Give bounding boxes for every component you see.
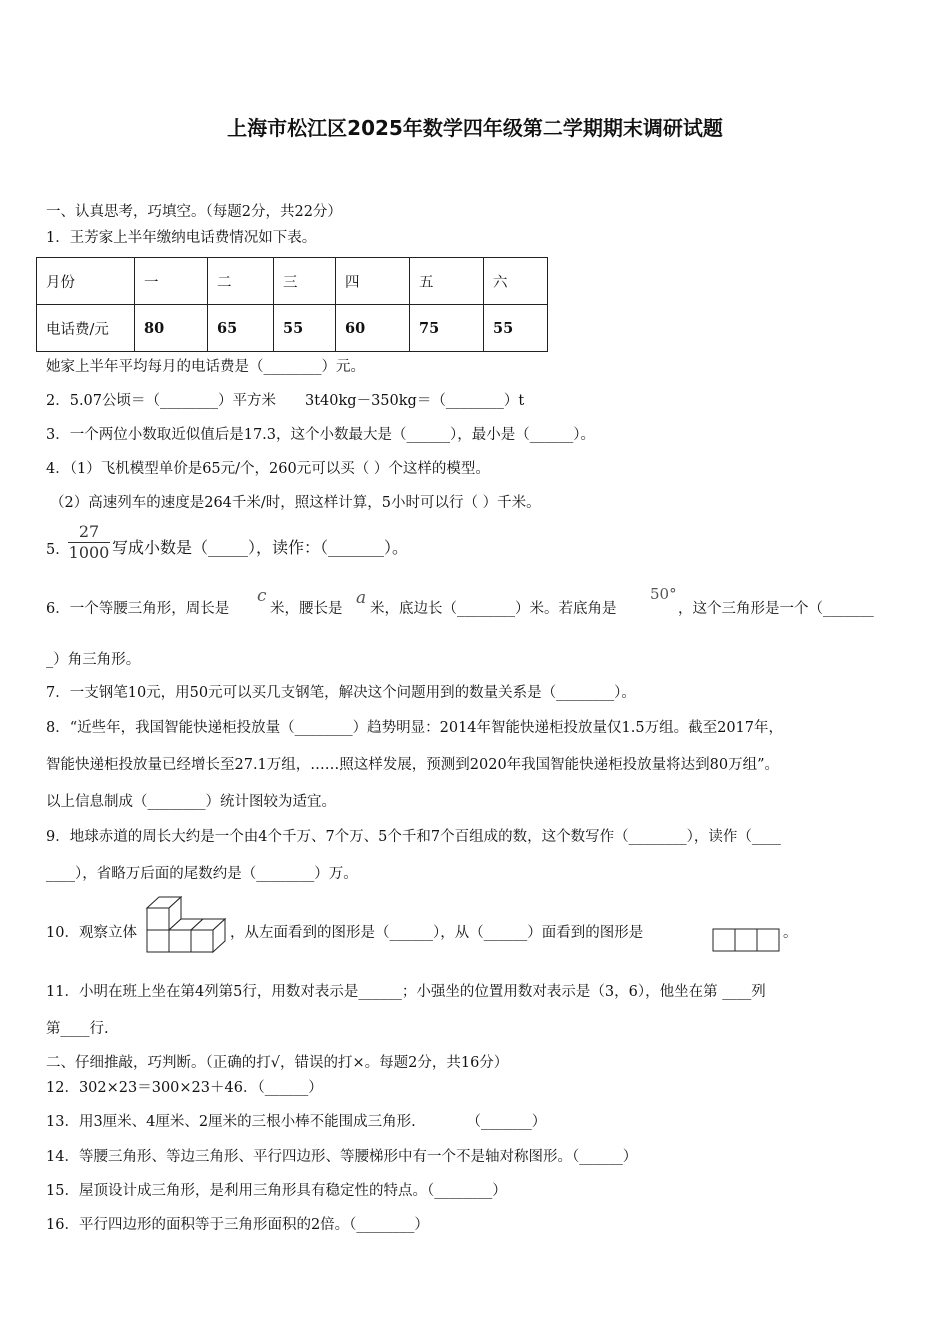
angle-50-degrees: 50°: [650, 585, 677, 603]
question-9-line-1: 9．地球赤道的周长大约是一个由4个千万、7个万、5个千和7个百组成的数，这个数写作（________），读作（____: [46, 829, 781, 845]
table-cell: 60: [336, 305, 410, 352]
table-cell: 一: [135, 258, 208, 305]
table-cell: 四: [336, 258, 410, 305]
question-11-line-1: 11．小明在班上坐在第4列第5行，用数对表示是______；小强坐的位置用数对表示是（3，6），他坐在第 ____列: [46, 984, 766, 1000]
question-5-number: 5．: [46, 542, 70, 558]
phone-fee-table: [36, 257, 548, 352]
table-cell: 55: [484, 305, 548, 352]
table-cell: 二: [208, 258, 274, 305]
question-6-part-4: ，这个三角形是一个（_______: [678, 601, 874, 617]
fraction-27-over-1000: [68, 522, 110, 563]
question-13: 13．用3厘米、4厘米、2厘米的三根小棒不能围成三角形. （_______）: [46, 1114, 547, 1130]
question-8-line-2: 智能快递柜投放量已经增长至27.1万组，……照这样发展，预测到2020年我国智能快递柜投放量将达到80万组”。: [46, 757, 780, 773]
table-cell: 三: [274, 258, 336, 305]
page-title: 上海市松江区2025年数学四年级第二学期期末调研试题: [227, 116, 723, 140]
question-1: 1．王芳家上半年缴纳电话费情况如下表。: [46, 230, 317, 246]
question-3: 3．一个两位小数取近似值后是17.3，这个小数最大是（______），最小是（______）。: [46, 427, 596, 443]
fraction-numerator: 27: [68, 522, 110, 543]
question-1-answer: 她家上半年平均每月的电话费是（________）元。: [46, 359, 365, 375]
section-1-heading: 一、认真思考，巧填空。（每题2分，共22分）: [46, 204, 342, 220]
question-8-line-1: 8．“近些年，我国智能快递柜投放量（________）趋势明显：2014年智能快递柜投放量仅1.5万组。截至2017年，: [46, 720, 783, 736]
table-cell: 六: [484, 258, 548, 305]
variable-a: a: [356, 588, 367, 608]
section-2-heading: 二、仔细推敲，巧判断。（正确的打√，错误的打×。每题2分，共16分）: [46, 1055, 509, 1071]
question-7: 7．一支钢笔10元，用50元可以买几支钢笔，解决这个问题用到的数量关系是（________）。: [46, 685, 636, 701]
question-6-continued: _）角三角形。: [46, 652, 141, 668]
question-16: 16．平行四边形的面积等于三角形面积的2倍。（________）: [46, 1217, 429, 1233]
table-cell: 75: [410, 305, 484, 352]
solid-figure-cubes: [145, 893, 229, 955]
question-6-part-3: 米，底边长（________）米。若底角是: [370, 601, 617, 617]
question-8-line-3: 以上信息制成（________）统计图较为适宜。: [46, 794, 336, 810]
question-6-part-1: 6．一个等腰三角形，周长是: [46, 601, 230, 617]
question-11-line-2: 第____行.: [46, 1021, 109, 1037]
question-10-middle: ，从左面看到的图形是（______），从（______）面看到的图形是: [230, 925, 644, 941]
question-5: 写成小数是（_____），读作：（_______）。: [112, 538, 409, 557]
table-cell: 五: [410, 258, 484, 305]
question-2: 2．5.07公顷＝（________）平方米 3t40kg－350kg＝（________）t: [46, 393, 525, 409]
variable-c: c: [257, 586, 267, 606]
view-figure-three-squares: [712, 928, 782, 953]
question-4-part-2: （2）高速列车的速度是264千米/时，照这样计算，5小时可以行（ ）千米。: [50, 495, 541, 511]
table-cell: 80: [135, 305, 208, 352]
table-cell: 55: [274, 305, 336, 352]
table-cell: 电话费/元: [37, 305, 135, 352]
question-6-part-2: 米，腰长是: [270, 601, 343, 617]
fraction-denominator: 1000: [68, 543, 110, 562]
question-9-line-2: ____），省略万后面的尾数约是（________）万。: [46, 866, 358, 882]
question-10-prefix: 10．观察立体: [46, 925, 137, 941]
question-4-part-1: 4．（1）飞机模型单价是65元/个，260元可以买（ ）个这样的模型。: [46, 461, 490, 477]
table-row: [37, 258, 548, 305]
question-12: 12．302×23＝300×23＋46．（______）: [46, 1080, 323, 1096]
table-cell: 月份: [37, 258, 135, 305]
question-10-suffix: 。: [783, 925, 798, 941]
table-row: [37, 305, 548, 352]
question-14: 14．等腰三角形、等边三角形、平行四边形、等腰梯形中有一个不是轴对称图形。（______）: [46, 1149, 638, 1165]
table-cell: 65: [208, 305, 274, 352]
question-15: 15．屋顶设计成三角形，是利用三角形具有稳定性的特点。（________）: [46, 1183, 507, 1199]
